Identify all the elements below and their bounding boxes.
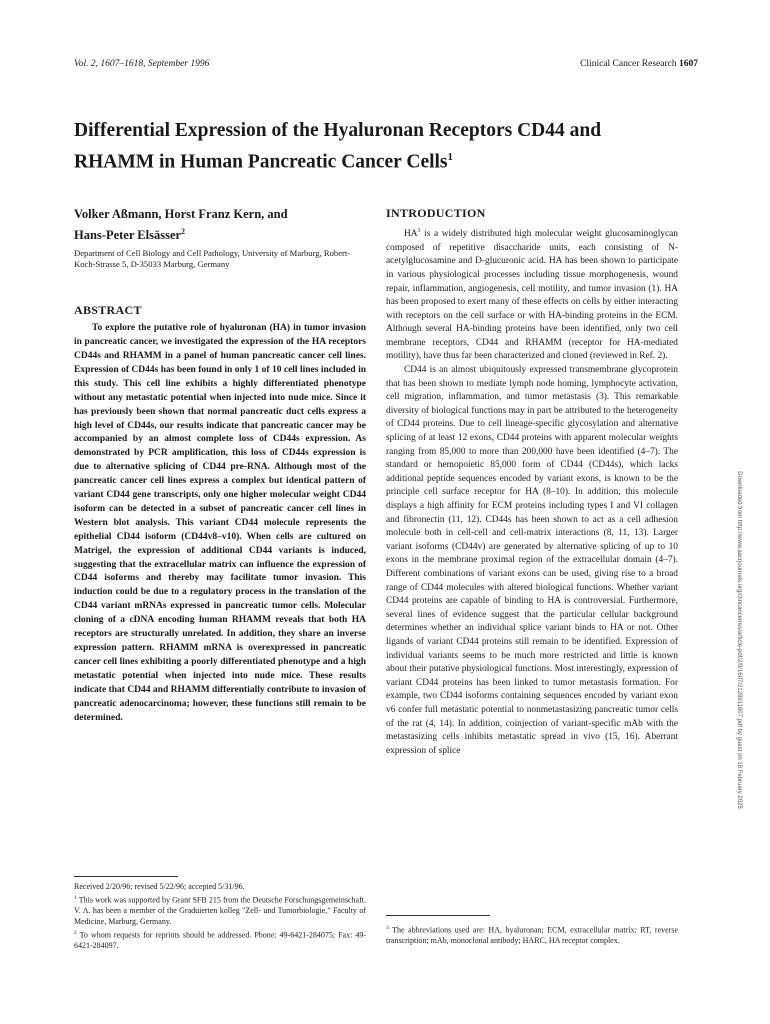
authors-line-2: Hans-Peter Elsässer (74, 228, 182, 243)
abstract-text: To explore the putative role of hyaluronan (HA) in tumor invasion in pancreatic cancer, we investigated the expression of the HA receptors CD44s and RHAMM in a panel of human pancreatic cancer cell lines. Expression of CD44s has been found in only 1 of 10 cell lines included in this study. This cell line exhibits a highly differentiated phenotype without any metastatic potential when injected into nude mice. Since it has previously been shown that normal pancreatic duct cells express a high level of CD44s, our results indicate that pancreatic cancer may be accompanied by an almost complete loss of CD44s expression. As demonstrated by PCR amplification, this loss of CD44s expression is due to alternative splicing of CD44 pre-RNA. Although most of the pancreatic cancer cell lines express a complex but identical pattern of variant CD44 gene transcripts, only one higher molecular weight CD44 isoform can be detected in a subset of pancreatic cancer cell lines in Western blot analysis. This variant CD44 molecule represents the epithelial CD44 isoform (CD44v8–v10). When cells are cultured on Matrigel, the expression of additional CD44 variants is induced, suggesting that the extracellular matrix can influence the expression of CD44 isoforms and thereby may facilitate tumor invasion. This induction could be due to a regulatory process in the translation of the CD44 variant mRNAs expressed in pancreatic tumor cells. Molecular cloning of a cDNA encoding human RHAMM reveals that both HA receptors are structurally unrelated. In addition, they share an inverse expression pattern. RHAMM mRNA is overexpressed in pancreatic cancer cell lines exhibiting a poorly differentiated phenotype and a high metastatic potential when injected into nude mice. These results indicate that CD44 and RHAMM differentially contribute to invasion of pancreatic adenocarcinoma; however, these functions still remain to be determined. (74, 323, 366, 723)
footnotes-left (74, 882, 366, 953)
intro-paragraph-1 (386, 225, 678, 364)
footnote-rule-left (74, 876, 178, 877)
author-footnote-mark: 2 (181, 227, 186, 236)
right-column (386, 206, 678, 758)
footnote-2 (74, 928, 366, 951)
introduction-heading: INTRODUCTION (386, 206, 486, 220)
citation-line: Vol. 2, 1607–1618, September 1996 (74, 59, 210, 69)
footnote-3-mark: 3 (386, 925, 389, 931)
intro-paragraph-2: CD44 is an almost ubiquitously expressed transmembrane glycoprotein that has been shown to mediate lymph node homing, lymphocyte activation, cell migration, inflammation, and tumor metastasis (3). This remarkable diversity of biological functions may in part be attributed to the heterogeneity of CD44 proteins. Due to cell lineage-specific glycosylation and alternative splicing of at least 12 exons, CD44 proteins with apparent molecular weights ranging from 85,000 to more than 200,000 have been identified (4–7). The standard or hemopoietic 85,000 form of CD44 (CD44s), which lacks additional peptide sequences encoded by variant exons, is known to be the principle cell surface receptor for HA (8–10). In addition, this molecule displays a high affinity for ECM proteins including types I and VI collagen and fibronectin (11, 12). CD44s has been shown to act as a cell adhesion molecule both in cell-cell and cell-matrix interactions (8, 11, 13). Larger variant isoforms (CD44v) are generated by alternative splicing of up to 10 exons in the membrane proximal region of the extracellular domain (4–7). Different combinations of variant exons can be used, giving rise to a broad range of CD44 molecules with altered biological functions. Whether variant CD44 proteins are capable of binding to HA is controversial. Furthermore, several lines of evidence suggest that the particular cellular background determines whether an individual splice variant binds to HA or not. Other ligands of variant CD44 proteins still remain to be identified. Expression of individual variants seems to be much more restricted and little is known about their putative physiological functions. Most interestingly, expression of variant CD44 proteins has been linked to tumor metastasis formation. For example, two CD44 isoforms containing sequences encoded by variant exon v6 confer full metastatic potential to nonmetastasizing pancreatic tumor cells of the rat (4, 14). In addition, coinjection of variant-specific mAb with the metastasizing cells inhibits metastatic spread in vivo (15, 16). Aberrant expression of splice (386, 365, 678, 756)
journal-page-header (580, 59, 698, 69)
abbrev-footnote-mark: 3 (417, 228, 421, 234)
article-title (74, 118, 674, 176)
abstract-heading: ABSTRACT (74, 303, 142, 318)
watermark-text: Downloaded from http://www.aacrjournals.org/clincancerres/article-pdf/2/9/1607/2128911607.pdf by guest on 18 February 2025 (736, 471, 742, 809)
footnote-1-text: This work was supported by Grant SFB 215 from the Deutsche Forschungsgemeinschaft. V. A. has been a member of the Graduierten kolleg "Zell- und Tumorbiologie," Faculty of Medicine, Marburg, Germany. (74, 896, 366, 926)
running-head (74, 59, 698, 73)
download-watermark (728, 471, 742, 809)
footnote-2-mark: 2 (74, 930, 77, 937)
received-dates: Received 2/20/96; revised 5/22/96; accepted 5/31/96. (74, 882, 245, 891)
footnote-3 (386, 923, 678, 946)
affiliation: Department of Cell Biology and Cell Pathology, University of Marburg, Robert-Koch-Strasse 5, D-35033 Marburg, Germany (74, 248, 351, 270)
footnote-3-text: The abbreviations used are: HA, hyaluronan; ECM, extracellular matrix; RT, reverse transcription; mAb, monoclonal antibody; HARC, HA receptor complex. (386, 925, 678, 946)
title-text: Differential Expression of the Hyaluronan Receptors CD44 and RHAMM in Human Pancreatic Cancer Cells (74, 120, 602, 173)
footnote-1-mark: 1 (74, 895, 77, 902)
authors-line-1: Volker Aßmann, Horst Franz Kern, and (74, 207, 288, 221)
left-column (74, 206, 366, 725)
footnote-2-text: To whom requests for reprints should be addressed. Phone: 49-6421-284075; Fax: 49-6421-284097. (74, 930, 366, 951)
footnotes-right (386, 923, 678, 947)
journal-name: Clinical Cancer Research (580, 59, 677, 69)
footnote-1 (74, 893, 366, 927)
page-number: 1607 (679, 59, 698, 69)
author-list (74, 206, 366, 244)
title-footnote-mark: 1 (447, 151, 454, 163)
intro-p1-start: HA (404, 229, 418, 240)
intro-p1-rest: is a widely distributed high molecular weight glucosaminoglycan composed of repetitive disaccharide units, each consisting of N-acetylglucosamine and D-glucuronic acid. HA has been shown to participate in various physiological processes including tissue morphogenesis, wound repair, inflammation, angiogenesis, cell motility, and tumor invasion (1). HA has been proposed to exert many of these effects on cells by either interacting with receptors on the cell surface or with HA-binding proteins in the ECM. Although several HA-binding proteins have been identified, only two cell membrane receptors, CD44 and RHAMM (receptor for HA-mediated motility), have thus far been characterized and cloned (reviewed in Ref. 2). (386, 229, 678, 362)
footnote-rule-right (386, 915, 490, 916)
